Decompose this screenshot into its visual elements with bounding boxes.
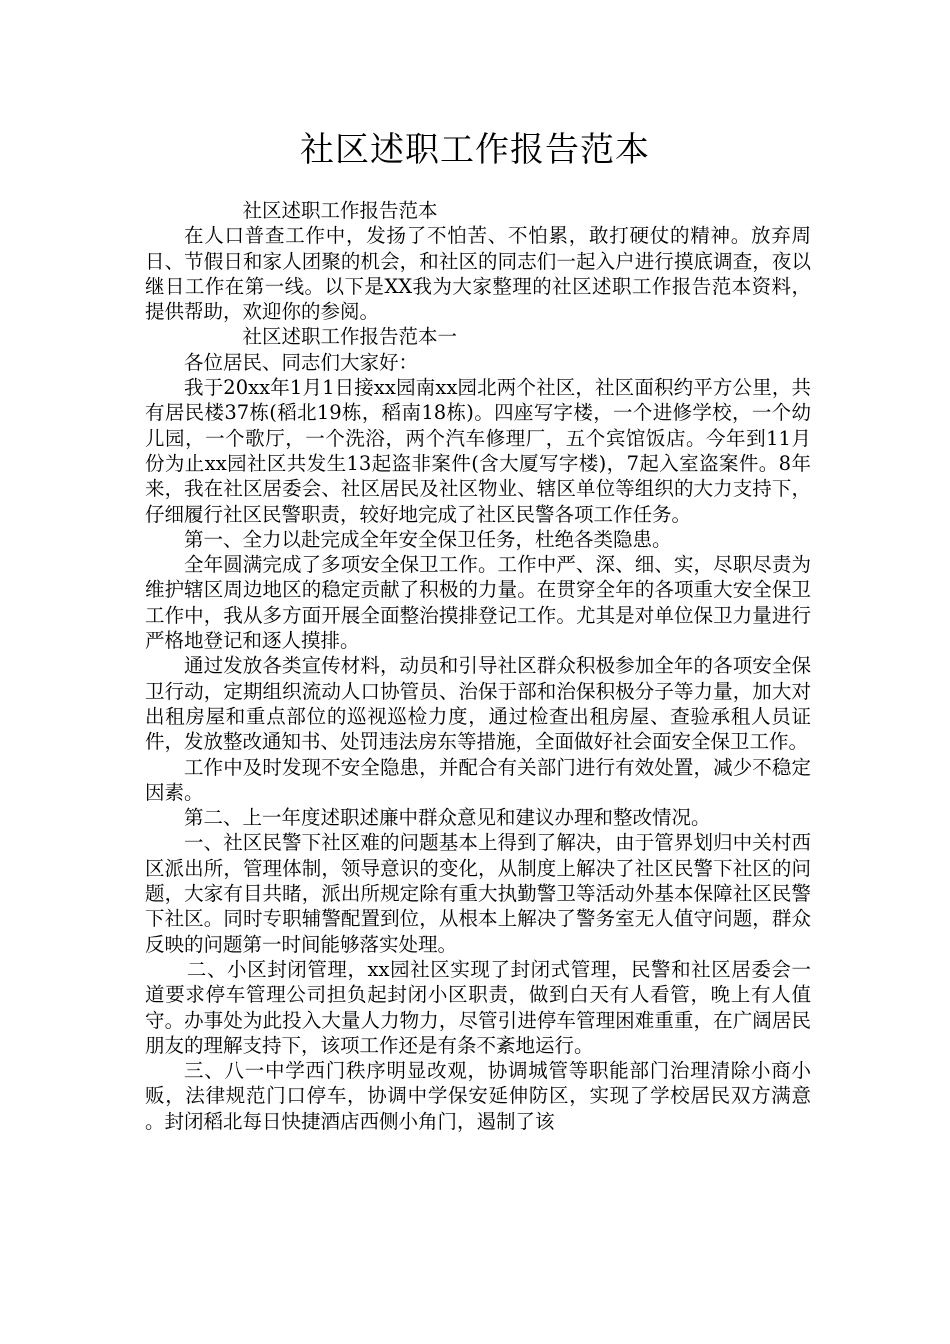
section-heading: 社区述职工作报告范本一 bbox=[242, 325, 458, 349]
body-paragraph: 各位居民、同志们大家好： bbox=[184, 350, 419, 374]
section-heading: 社区述职工作报告范本 bbox=[242, 199, 438, 222]
document-body bbox=[145, 198, 811, 1134]
body-paragraph: 通过发放各类宣传材料，动员和引导社区群众积极参加全年的各项安全保卫行动，定期组织流动人口协管员、治保于部和治保积极分子等力量，加大对出租房屋和重点部位的巡视巡检力度，通过检查出租房屋、查验承租人员证件，发放整改通知书、处罚违法房东等措施，全面做好社会面安全保卫工作。 bbox=[145, 654, 811, 754]
body-paragraph: 第二、上一年度述职述廉中群众意见和建议办理和整改情况。 bbox=[184, 806, 711, 830]
document-title: 社区述职工作报告范本 bbox=[300, 130, 650, 170]
body-paragraph: 在人口普查工作中，发扬了不怕苦、不怕累，敢打硬仗的精神。放弃周日、节假日和家人团聚的机会，和社区的同志们一起入户进行摸底调查，夜以继日工作在第一线。以下是XX我为大家整理的社区述职工作报告范本资料，提供帮助，欢迎你的参阅。 bbox=[145, 224, 811, 324]
body-paragraph: 一、社区民警下社区难的问题基本上得到了解决，由于管界划归中关村西区派出所，管理体制，领导意识的变化，从制度上解决了社区民警下社区的问题，大家有目共睹，派出所规定除有重大执勤警卫等活动外基本保障社区民警下社区。同时专职辅警配置到位，从根本上解决了警务室无人值守问题，群众反映的问题第一时间能够落实处理。 bbox=[145, 831, 811, 956]
body-paragraph: 工作中及时发现不安全隐患，并配合有关部门进行有效处置，减少不稳定因素。 bbox=[145, 755, 811, 804]
body-paragraph: 三、八一中学西门秩序明显改观，协调城管等职能部门治理清除小商小贩，法律规范门口停车，协调中学保安延伸防区，实现了学校居民双方满意 。封闭稻北每日快捷酒店西侧小角门，遏制了该 bbox=[145, 1059, 811, 1133]
body-paragraph: 二、小区封闭管理，xx园社区实现了封闭式管理，民警和社区居委会一道要求停车管理公司担负起封闭小区职责，做到白天有人看管，晚上有人值守。办事处为此投入大量人力物力，尽管引进停车管理困难重重，在广阔居民朋友的理解支持下，该项工作还是有条不紊地运行。 bbox=[145, 957, 811, 1057]
body-paragraph: 我于20xx年1月1日接xx园南xx园北两个社区，社区面积约平方公里，共有居民楼37栋(稻北19栋，稻南18栋)。四座写字楼，一个进修学校，一个幼儿园，一个歌厅，一个洗浴，两个汽车修理厂，五个宾馆饭店。今年到11月份为止xx园社区共发生13起盗非案件(含大厦写字楼)，7起入室盗案件。8年来，我在社区居委会、社区居民及社区物业、辖区单位等组织的大力支持下，仔细履行社区民警职责，较好地完成了社区民警各项工作任务。 bbox=[145, 376, 811, 526]
body-paragraph: 全年圆满完成了多项安全保卫工作。工作中严、深、细、实，尽职尽责为维护辖区周边地区的稳定贡献了积极的力量。在贯穿全年的各项重大安全保卫工作中，我从多方面开展全面整治摸排登记工作。尤其是对单位保卫力量进行严格地登记和逐人摸排。 bbox=[145, 553, 811, 653]
body-paragraph: 第一、全力以赴完成全年安全保卫任务，杜绝各类隐患。 bbox=[184, 527, 672, 551]
